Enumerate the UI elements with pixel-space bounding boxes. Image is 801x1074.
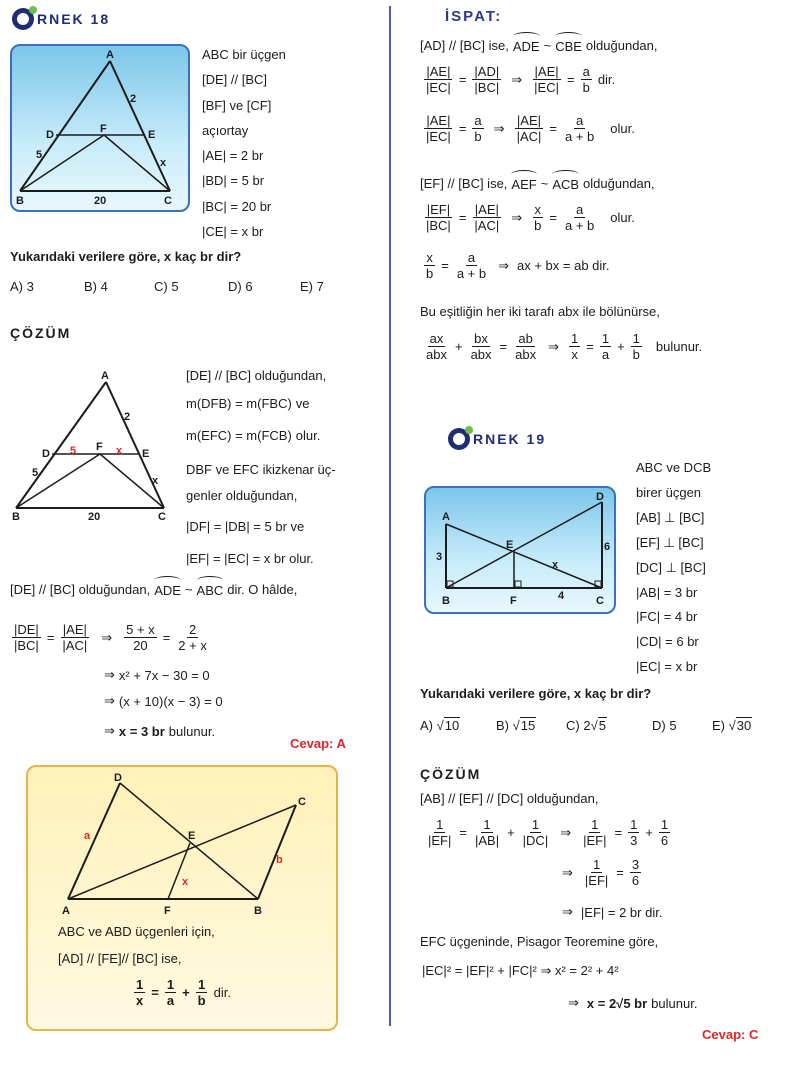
solution-text: dir. O hâlde,	[227, 581, 298, 597]
eq-text: (x + 10)(x − 3) = 0	[118, 693, 223, 709]
given-item: birer üçgen	[636, 484, 702, 500]
arc-ade: ADE	[513, 36, 540, 54]
note-line: [AD] // [FE]// [BC] ise,	[58, 951, 182, 966]
arc-cbe: CBE	[555, 36, 582, 54]
proof-line-2: [EF] // [BC] ise, AEF ~ ACB olduğundan,	[420, 175, 655, 192]
given-list-19	[636, 456, 711, 680]
eq-text: bulunur.	[168, 723, 216, 739]
proof-olur: olur.	[610, 210, 635, 225]
label-a: A	[106, 49, 114, 61]
solution-eq-3: ⇒ |EF| = 2 br dir.	[562, 904, 663, 920]
option-a: A) √10	[420, 718, 460, 733]
option-c: C) 5	[154, 279, 179, 294]
label-e: E	[142, 448, 150, 460]
solution-word: ve	[295, 396, 310, 411]
arc-ade: ADE	[154, 580, 181, 598]
similarity-line-18: [DE] // [BC] olduğundan, ADE ~ ABC dir. O hâlde,	[10, 581, 298, 598]
label-b: B	[442, 595, 450, 607]
label-20: 20	[94, 195, 107, 207]
given-item: |BC| = 20 br	[202, 198, 272, 214]
answer-18: Cevap: A	[290, 736, 346, 751]
proof-dir: dir.	[597, 72, 616, 87]
given-item: [DC] ⊥ [BC]	[636, 559, 706, 575]
arc-aef: AEF	[511, 174, 536, 192]
proof-eq-5: $\frac{ax}{\text{abx}}$ + $\frac{bx}{\text{abx}}$ = $\frac{ab}{\text{abx}}$ ⇒ $\frac{1}{x}$ = $\frac{1}{a}$ + $\frac{1}{b}$ bulunur.	[426, 331, 703, 362]
label-x-red: x	[116, 445, 123, 457]
label-6: 6	[604, 541, 611, 553]
label-2: 2	[124, 411, 131, 423]
given-item: açıortay	[202, 122, 249, 138]
label-x: x	[160, 157, 167, 169]
label-x: x	[152, 475, 159, 487]
solution-word: olur.	[295, 428, 321, 443]
proof-text: olduğundan,	[583, 175, 655, 191]
given-item: |CE| = x br	[202, 224, 264, 240]
proof-eq-1: $\frac{|AE|}{|EC|}$ = $\frac{|AD|}{|BC|}$ ⇒ $\frac{|AE|}{|EC|}$ = $\frac{a}{b}$ dir.	[426, 64, 616, 95]
solution-text: [DE] // [BC] olduğundan,	[10, 581, 151, 597]
eq-text: x² + 7x − 30 = 0	[118, 667, 210, 683]
option-d: D) 5	[652, 718, 677, 733]
ispat-heading: İSPAT:	[445, 8, 503, 25]
given-item: [AB] ⊥ [BC]	[636, 509, 705, 525]
angle-equality-dfb: m(DFB) = m(FBC)	[186, 396, 292, 411]
label-a-red: a	[84, 830, 91, 842]
solution-line: [AB] // [EF] // [DC] olduğundan,	[420, 791, 599, 806]
label-4: 4	[558, 590, 565, 602]
label-3: 3	[436, 551, 443, 563]
solution-text: |EF| = 2 br dir.	[580, 904, 663, 920]
label-d: D	[46, 129, 54, 141]
triangle-figure-18-solution	[8, 368, 178, 524]
proof-text: [AD] // [BC] ise,	[420, 37, 509, 53]
proof-olur: olur.	[610, 121, 635, 136]
question-18: Yukarıdaki verilere göre, x kaç br dir?	[10, 249, 242, 264]
given-item: |BD| = 5 br	[202, 173, 265, 189]
angle-equality-efc: m(EFC) = m(FCB)	[186, 428, 292, 443]
given-item: |FC| = 4 br	[636, 609, 698, 625]
label-f: F	[510, 595, 517, 607]
answer-19: Cevap: C	[702, 1027, 759, 1042]
label-b-red: b	[276, 854, 283, 866]
label-2: 2	[130, 93, 137, 105]
label-b: B	[254, 905, 262, 917]
label-c: C	[164, 195, 172, 207]
label-a: A	[62, 905, 70, 917]
option-e: E) 7	[300, 279, 324, 294]
cozum-heading-18: ÇÖZÜM	[10, 325, 72, 341]
note-dir: dir.	[213, 985, 231, 1000]
label-5: 5	[32, 467, 39, 479]
note-line: ABC ve ABD üçgenleri için,	[58, 924, 215, 939]
option-a: A) 3	[10, 279, 34, 294]
options-18	[10, 279, 370, 294]
option-b: B) 4	[84, 279, 108, 294]
proof-eq-3: $\frac{|EF|}{|BC|}$ = $\frac{|AE|}{|AC|}$ ⇒ $\frac{x}{b}$ = $\frac{a}{a + b}$ olur.	[426, 202, 635, 233]
label-20: 20	[88, 511, 101, 523]
label-x: x	[552, 559, 559, 571]
label-f: F	[96, 441, 103, 453]
label-b: B	[16, 195, 24, 207]
proof-line-1: [AD] // [BC] ise, ADE ~ CBE olduğundan,	[420, 37, 658, 54]
solution-eq-1: $\frac{1}{|EF|}$ = $\frac{1}{|AB|}$ + $\frac{1}{|DC|}$ ⇒ $\frac{1}{|EF|}$ = $\frac{1}{3}$ + $\frac{1}{6}$	[428, 817, 669, 848]
two-triangles-figure	[426, 488, 614, 612]
solution-line: |DF| = |DB| = 5 br ve	[186, 519, 305, 534]
label-e: E	[148, 129, 156, 141]
solution-line: |EF| = |EC| = x br olur.	[186, 551, 314, 566]
eq-result: x = 3 br	[118, 723, 165, 739]
label-a: A	[101, 370, 109, 382]
given-item: [DE] // [BC]	[202, 72, 268, 88]
proof-bulunur: bulunur.	[655, 339, 703, 354]
given-item: [EF] ⊥ [BC]	[636, 534, 704, 550]
ornek-19-heading	[448, 428, 546, 450]
arc-acb: ACB	[552, 174, 579, 192]
final-result: x = 2√5 br	[586, 995, 648, 1011]
solution-line: [DE] // [BC] olduğundan,	[186, 368, 327, 383]
label-5: 5	[36, 149, 43, 161]
label-c: C	[596, 595, 604, 607]
given-item: |CD| = 6 br	[636, 634, 699, 650]
option-c: C) 2√5	[566, 718, 606, 733]
options-19	[420, 718, 780, 733]
proof-text: ax + bx = ab dir.	[517, 258, 610, 273]
given-item: ABC ve DCB	[636, 460, 712, 475]
label-e: E	[188, 830, 196, 842]
proof-text: Bu eşitliğin her iki tarafı abx ile bölünürse,	[420, 304, 660, 319]
equation-line-4: ⇒ x = 3 br bulunur.	[104, 723, 216, 739]
solution-line: genler olduğundan,	[186, 488, 298, 503]
label-f: F	[100, 123, 107, 135]
given-item: ABC bir üçgen	[202, 47, 286, 62]
cozum-heading-19: ÇÖZÜM	[420, 766, 482, 782]
option-d: D) 6	[228, 279, 253, 294]
label-d: D	[596, 491, 604, 503]
label-5-red: 5	[70, 445, 77, 457]
label-d: D	[42, 448, 50, 460]
angle-eq-2	[186, 428, 320, 443]
proof-text: [EF] // [BC] ise,	[420, 175, 508, 191]
solution-eq-2: ⇒ $\frac{1}{|EF|}$ = $\frac{3}{6}$	[562, 857, 640, 888]
arc-abc: ABC	[197, 580, 224, 598]
intersecting-lines-figure	[28, 767, 336, 917]
equation-line-3: ⇒ (x + 10)(x − 3) = 0	[104, 693, 223, 709]
given-item: |AB| = 3 br	[636, 584, 698, 600]
label-c: C	[298, 796, 306, 808]
proof-eq-2: $\frac{|AE|}{|EC|}$ = $\frac{a}{b}$ ⇒ $\frac{|AE|}{|AC|}$ = $\frac{a}{a + b}$ olur.	[426, 113, 635, 144]
triangle-figure-18	[12, 46, 188, 210]
ratio-equation-18: $\frac{|DE|}{|BC|}$ = $\frac{|AE|}{|AC|}$ ⇒ $\frac{5 + x}{20}$ = $\frac{2}{2 + x}$	[14, 622, 207, 653]
given-list-18	[202, 42, 286, 244]
angle-eq-1	[186, 396, 310, 411]
figure-19-box	[424, 486, 616, 614]
label-d: D	[114, 772, 122, 784]
label-c: C	[158, 511, 166, 523]
label-f: F	[164, 905, 171, 917]
label-e: E	[506, 539, 514, 551]
solution-text: bulunur.	[651, 995, 698, 1011]
proof-eq-4: $\frac{x}{b}$ = $\frac{a}{a + b}$ ⇒ ax + bx = ab dir.	[426, 250, 610, 281]
label-b: B	[12, 511, 20, 523]
question-19: Yukarıdaki verilere göre, x kaç br dir?	[420, 686, 652, 701]
option-e: E) √30	[712, 718, 752, 733]
figure-18-box	[10, 44, 190, 212]
given-item: |AE| = 2 br	[202, 148, 264, 164]
column-divider	[389, 6, 391, 1026]
option-b: B) √15	[496, 718, 536, 733]
ornek-badge-icon	[448, 428, 470, 450]
label-a: A	[442, 511, 450, 523]
ornek-18-heading	[12, 8, 110, 30]
solution-line: DBF ve EFC ikizkenar üç-	[186, 462, 336, 477]
label-x-red: x	[182, 876, 189, 888]
solution-line: EFC üçgeninde, Pisagor Teoremine göre,	[420, 934, 659, 949]
given-item: |EC| = x br	[636, 659, 698, 675]
pythagoras-equation: |EC|² = |EF|² + |FC|² ⇒ x² = 2² + 4²	[422, 963, 619, 978]
given-item: [BF] ve [CF]	[202, 97, 272, 113]
note-box	[26, 765, 338, 1031]
equation-line-2: ⇒ x² + 7x − 30 = 0	[104, 667, 210, 683]
note-formula: $\frac{1}{x}$ = $\frac{1}{a}$ + $\frac{1}{b}$ dir.	[136, 977, 231, 1008]
proof-text: olduğundan,	[585, 37, 658, 53]
ornek-18-label: RNEK 18	[37, 11, 111, 27]
ornek-badge-icon	[12, 8, 34, 30]
ornek-19-label: RNEK 19	[473, 431, 547, 447]
solution-final: ⇒ x = 2√5 br bulunur.	[568, 995, 698, 1011]
